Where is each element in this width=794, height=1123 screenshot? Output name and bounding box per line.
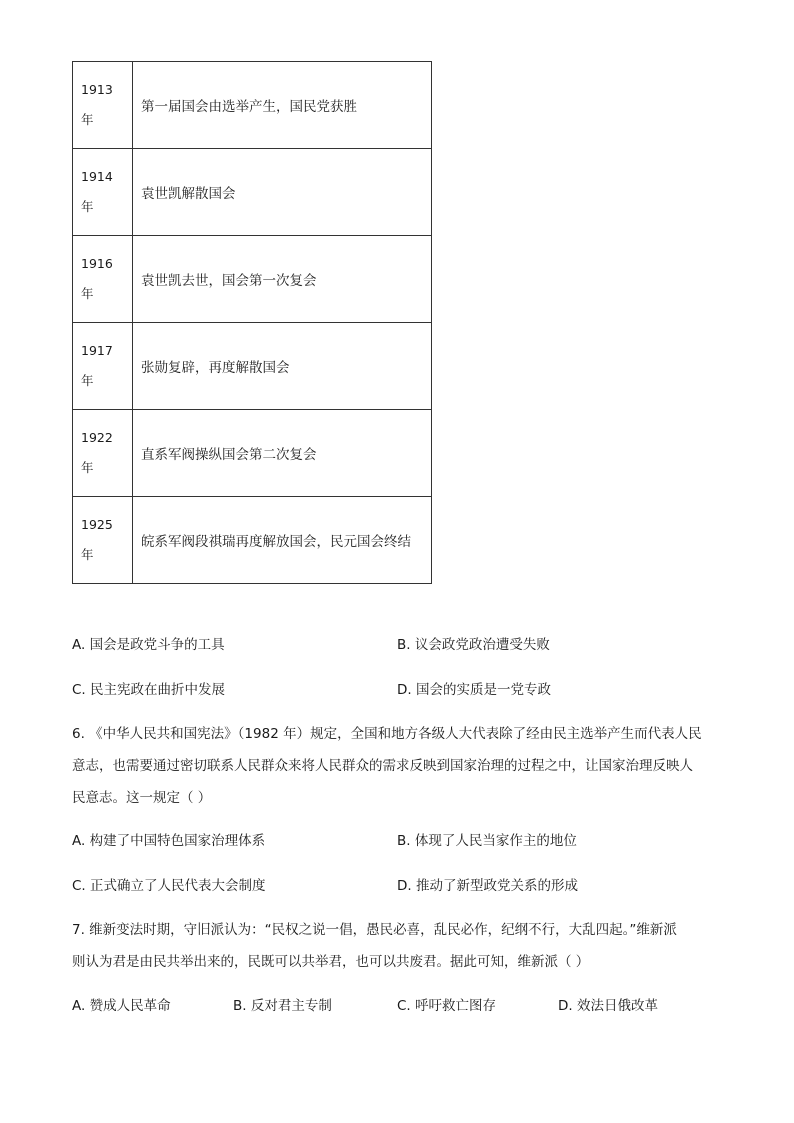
q6-option-a[interactable]: A. 构建了中国特色国家治理体系	[72, 833, 266, 849]
q6-option-c[interactable]: C. 正式确立了人民代表大会制度	[72, 878, 266, 894]
year-number: 1916	[81, 256, 113, 271]
year-number: 1925	[81, 517, 113, 532]
year-number: 1922	[81, 430, 113, 445]
q7-option-d[interactable]: D. 效法日俄改革	[558, 998, 658, 1014]
q7-option-b[interactable]: B. 反对君主专制	[233, 998, 332, 1014]
event-cell: 张勋复辟，再度解散国会	[133, 323, 432, 410]
event-cell: 袁世凯去世，国会第一次复会	[133, 236, 432, 323]
q5-option-d[interactable]: D. 国会的实质是一党专政	[397, 682, 551, 698]
year-unit: 年	[81, 373, 94, 388]
chronology-table	[72, 61, 432, 584]
year-cell	[73, 149, 133, 236]
table-row	[73, 497, 432, 584]
table-row	[73, 62, 432, 149]
q6-stem-line-1: 6. 《中华人民共和国宪法》（1982 年）规定，全国和地方各级人大代表除了经由民主选举产生而代表人民	[72, 726, 702, 742]
year-number: 1917	[81, 343, 113, 358]
year-unit: 年	[81, 547, 94, 562]
year-cell	[73, 410, 133, 497]
q7-stem-line-1: 7. 维新变法时期，守旧派认为：“民权之说一倡，愚民必喜，乱民必作，纪纲不行，大乱四起。”维新派	[72, 922, 677, 938]
year-unit: 年	[81, 460, 94, 475]
event-cell: 皖系军阀段祺瑞再度解放国会，民元国会终结	[133, 497, 432, 584]
table-row	[73, 410, 432, 497]
q6-option-d[interactable]: D. 推动了新型政党关系的形成	[397, 878, 578, 894]
q7-option-c[interactable]: C. 呼吁救亡图存	[397, 998, 497, 1014]
event-cell: 第一届国会由选举产生，国民党获胜	[133, 62, 432, 149]
q6-stem-line-3: 民意志。这一规定（ ）	[72, 790, 212, 806]
year-cell	[73, 323, 133, 410]
table-row	[73, 323, 432, 410]
q6-option-b[interactable]: B. 体现了人民当家作主的地位	[397, 833, 577, 849]
year-unit: 年	[81, 286, 94, 301]
event-cell: 直系军阀操纵国会第二次复会	[133, 410, 432, 497]
q6-stem-line-2: 意志，也需要通过密切联系人民群众来将人民群众的需求反映到国家治理的过程之中，让国家治理反映人	[72, 758, 693, 774]
year-cell	[73, 62, 133, 149]
year-unit: 年	[81, 112, 94, 127]
year-cell	[73, 497, 133, 584]
q7-stem-line-2: 则认为君是由民共举出来的，民既可以共举君，也可以共废君。据此可知，维新派（ ）	[72, 954, 590, 970]
q5-option-a[interactable]: A. 国会是政党斗争的工具	[72, 637, 225, 653]
q5-option-b[interactable]: B. 议会政党政治遭受失败	[397, 637, 550, 653]
event-cell: 袁世凯解散国会	[133, 149, 432, 236]
year-number: 1914	[81, 169, 113, 184]
year-unit: 年	[81, 199, 94, 214]
year-number: 1913	[81, 82, 113, 97]
table-row	[73, 149, 432, 236]
table-row	[73, 236, 432, 323]
year-cell	[73, 236, 133, 323]
q5-option-c[interactable]: C. 民主宪政在曲折中发展	[72, 682, 226, 698]
q7-option-a[interactable]: A. 赞成人民革命	[72, 998, 171, 1014]
